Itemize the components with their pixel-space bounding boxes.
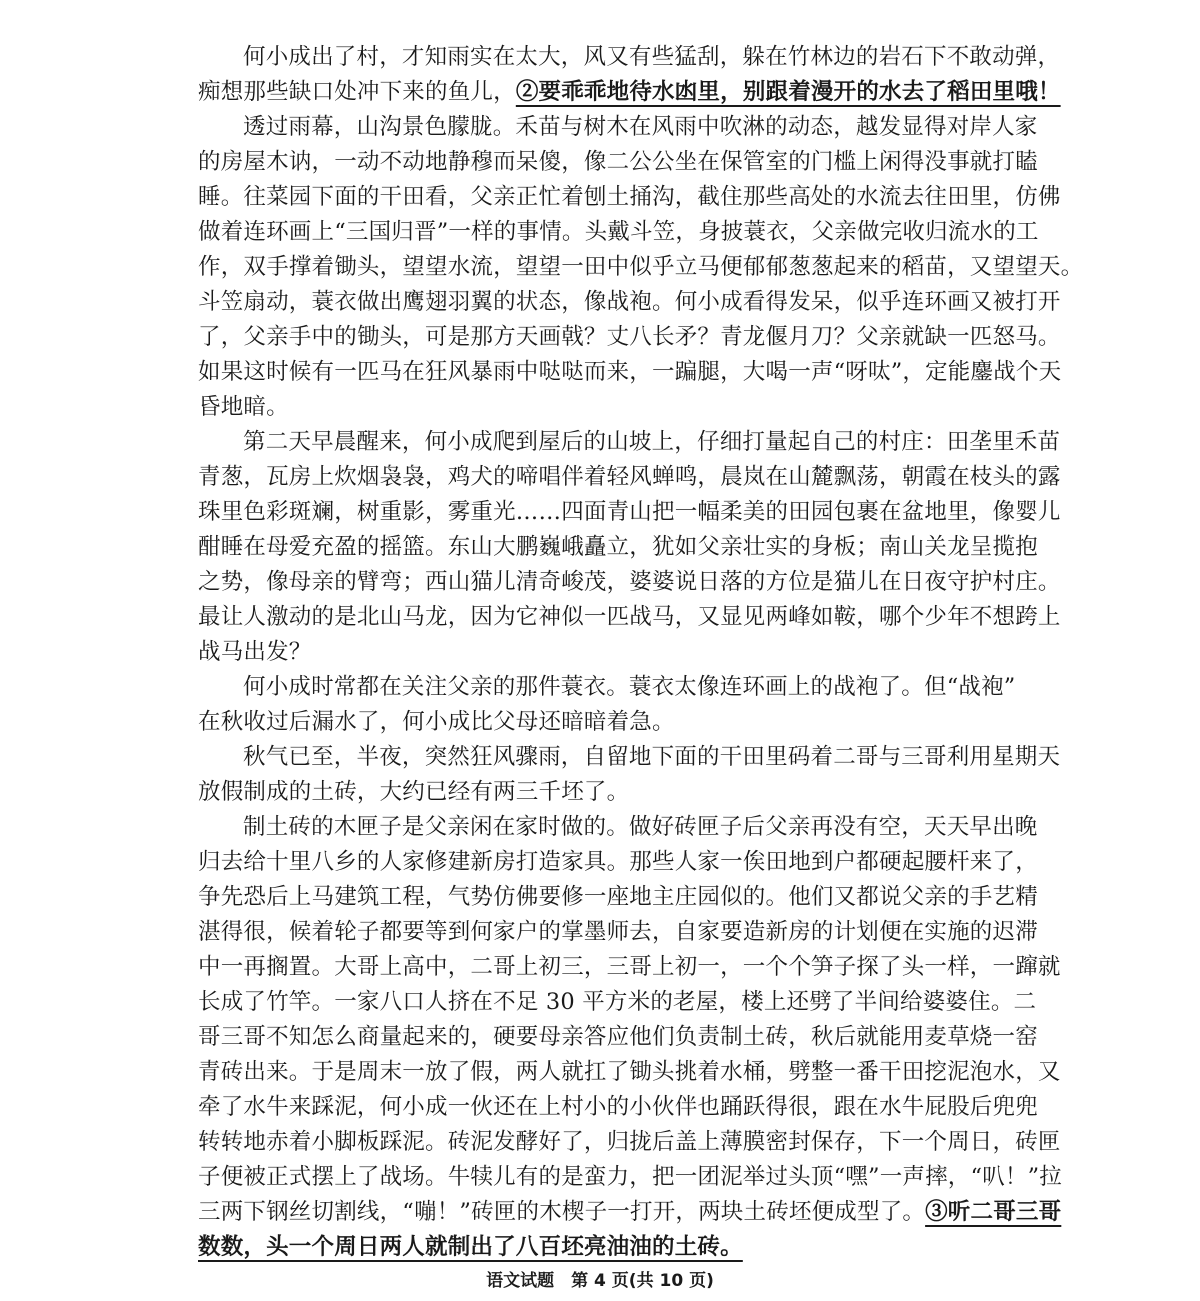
text-line: 做着连环画上“三国归晋”一样的事情。头戴斗笠，身披蓑衣，父亲做完收归流水的工 bbox=[198, 219, 1039, 245]
text-line bbox=[198, 1195, 1062, 1230]
text-line: 秋气已至，半夜，突然狂风骤雨，自留地下面的干田里码着二哥与三哥利用星期天 bbox=[243, 744, 1061, 770]
text-line: 在秋收过后漏水了，何小成比父母还暗暗着急。 bbox=[198, 709, 675, 735]
text-line: 青砖出来。于是周末一放了假，两人就扛了锄头挑着水桶，劈整一番干田挖泥泡水，又 bbox=[198, 1059, 1061, 1085]
text-line: 的房屋木讷，一动不动地静穆而呆傻，像二公公坐在保管室的门槛上闲得没事就打瞌 bbox=[198, 149, 1038, 175]
text-line: 何小成出了村，才知雨实在太大，风又有些猛刮，躲在竹林边的岩石下不敢动弹， bbox=[243, 44, 1061, 70]
underlined-sentence-3-end: 数数，头一个周日两人就制出了八百坯亮油油的土砖。 bbox=[198, 1234, 743, 1260]
text-line: 之势，像母亲的臂弯；西山猫儿清奇峻茂，婆婆说日落的方位是猫儿在日夜守护村庄。 bbox=[198, 569, 1061, 595]
text-line bbox=[198, 1230, 1008, 1265]
text-line: 争先恐后上马建筑工程，气势仿佛要修一座地主庄园似的。他们又都说父亲的手艺精 bbox=[198, 884, 1038, 910]
underlined-sentence-3-start: ③听二哥三哥 bbox=[925, 1199, 1062, 1225]
text-line: 如果这时候有一匹马在狂风暴雨中哒哒而来，一蹁腿，大喝一声“呀呔”，定能鏖战个天 bbox=[198, 359, 1062, 385]
text-line: 斗笠扇动，蓑衣做出鹰翅羽翼的状态，像战袍。何小成看得发呆，似乎连环画又被打开 bbox=[198, 289, 1061, 315]
text-line: 哥三哥不知怎么商量起来的，硬要母亲答应他们负责制土砖，秋后就能用麦草烧一窑 bbox=[198, 1024, 1038, 1050]
text-segment: 痴想那些缺口处冲下来的鱼儿， bbox=[198, 79, 516, 105]
text-line: 战马出发？ bbox=[198, 639, 312, 665]
text-line: 珠里色彩斑斓，树重影，雾重光……四面青山把一幅柔美的田园包裹在盆地里，像婴儿 bbox=[198, 499, 1061, 525]
text-line: 第二天早晨醒来，何小成爬到屋后的山坡上，仔细打量起自己的村庄：田垄里禾苗 bbox=[243, 429, 1061, 455]
text-line: 青葱，瓦房上炊烟袅袅，鸡犬的啼唱伴着轻风蝉鸣，晨岚在山麓飘荡，朝霞在枝头的露 bbox=[198, 464, 1061, 490]
text-line: 湛得很，候着轮子都要等到何家户的掌墨师去，自家要造新房的计划便在实施的迟滞 bbox=[198, 919, 1038, 945]
text-segment: 三两下钢丝切割线，“嘣！”砖匣的木楔子一打开，两块土砖坯便成型了。 bbox=[198, 1199, 926, 1225]
page-footer: 语文试题 第 4 页(共 10 页) bbox=[486, 1271, 714, 1291]
text-line: 放假制成的土砖，大约已经有两三千坯了。 bbox=[198, 779, 630, 805]
text-line: 最让人激动的是北山马龙，因为它神似一匹战马，又显见两峰如鞍，哪个少年不想跨上 bbox=[198, 604, 1061, 630]
text-line: 转转地赤着小脚板踩泥。砖泥发酵好了，归拢后盖上薄膜密封保存，下一个周日，砖匣 bbox=[198, 1129, 1061, 1155]
underlined-sentence-2: ②要乖乖地待水凼里，别跟着漫开的水去了稻田里哦！ bbox=[515, 79, 1061, 105]
text-line: 睡。往菜园下面的干田看，父亲正忙着刨土捅沟，截住那些高处的水流去往田里，仿佛 bbox=[198, 184, 1061, 210]
text-line: 何小成时常都在关注父亲的那件蓑衣。蓑衣太像连环画上的战袍了。但“战袍” bbox=[243, 674, 1016, 700]
text-line: 透过雨幕，山沟景色朦胧。禾苗与树木在风雨中吹淋的动态，越发显得对岸人家 bbox=[243, 114, 1038, 140]
text-line: 归去给十里八乡的人家修建新房打造家具。那些人家一俟田地到户都硬起腰杆来了， bbox=[198, 849, 1038, 875]
document-body bbox=[198, 40, 1084, 1265]
text-line: 了，父亲手中的锄头，可是那方天画戟？丈八长矛？青龙偃月刀？父亲就缺一匹怒马。 bbox=[198, 324, 1061, 350]
text-line: 中一再搁置。大哥上高中，二哥上初三，三哥上初一，一个个笋子探了头一样，一蹿就 bbox=[198, 954, 1061, 980]
text-line bbox=[198, 75, 1061, 110]
text-line: 酣睡在母爱充盈的摇篮。东山大鹏巍峨矗立，犹如父亲壮实的身板；南山关龙呈揽抱 bbox=[198, 534, 1038, 560]
text-line: 作，双手撑着锄头，望望水流，望望一田中似乎立马便郁郁葱葱起来的稻苗，又望望天。 bbox=[198, 254, 1084, 280]
text-line: 昏地暗。 bbox=[198, 394, 289, 420]
text-line: 子便被正式摆上了战场。牛犊儿有的是蛮力，把一团泥举过头顶“嘿”一声摔，“叭！”拉 bbox=[198, 1164, 1063, 1190]
text-line: 牵了水牛来踩泥，何小成一伙还在上村小的小伙伴也踊跃得很，跟在水牛屁股后兜兜 bbox=[198, 1094, 1038, 1120]
text-line: 制土砖的木匣子是父亲闲在家时做的。做好砖匣子后父亲再没有空，天天早出晚 bbox=[243, 814, 1038, 840]
text-line: 长成了竹竿。一家八口人挤在不足 30 平方米的老屋，楼上还劈了半间给婆婆住。二 bbox=[198, 989, 1037, 1015]
